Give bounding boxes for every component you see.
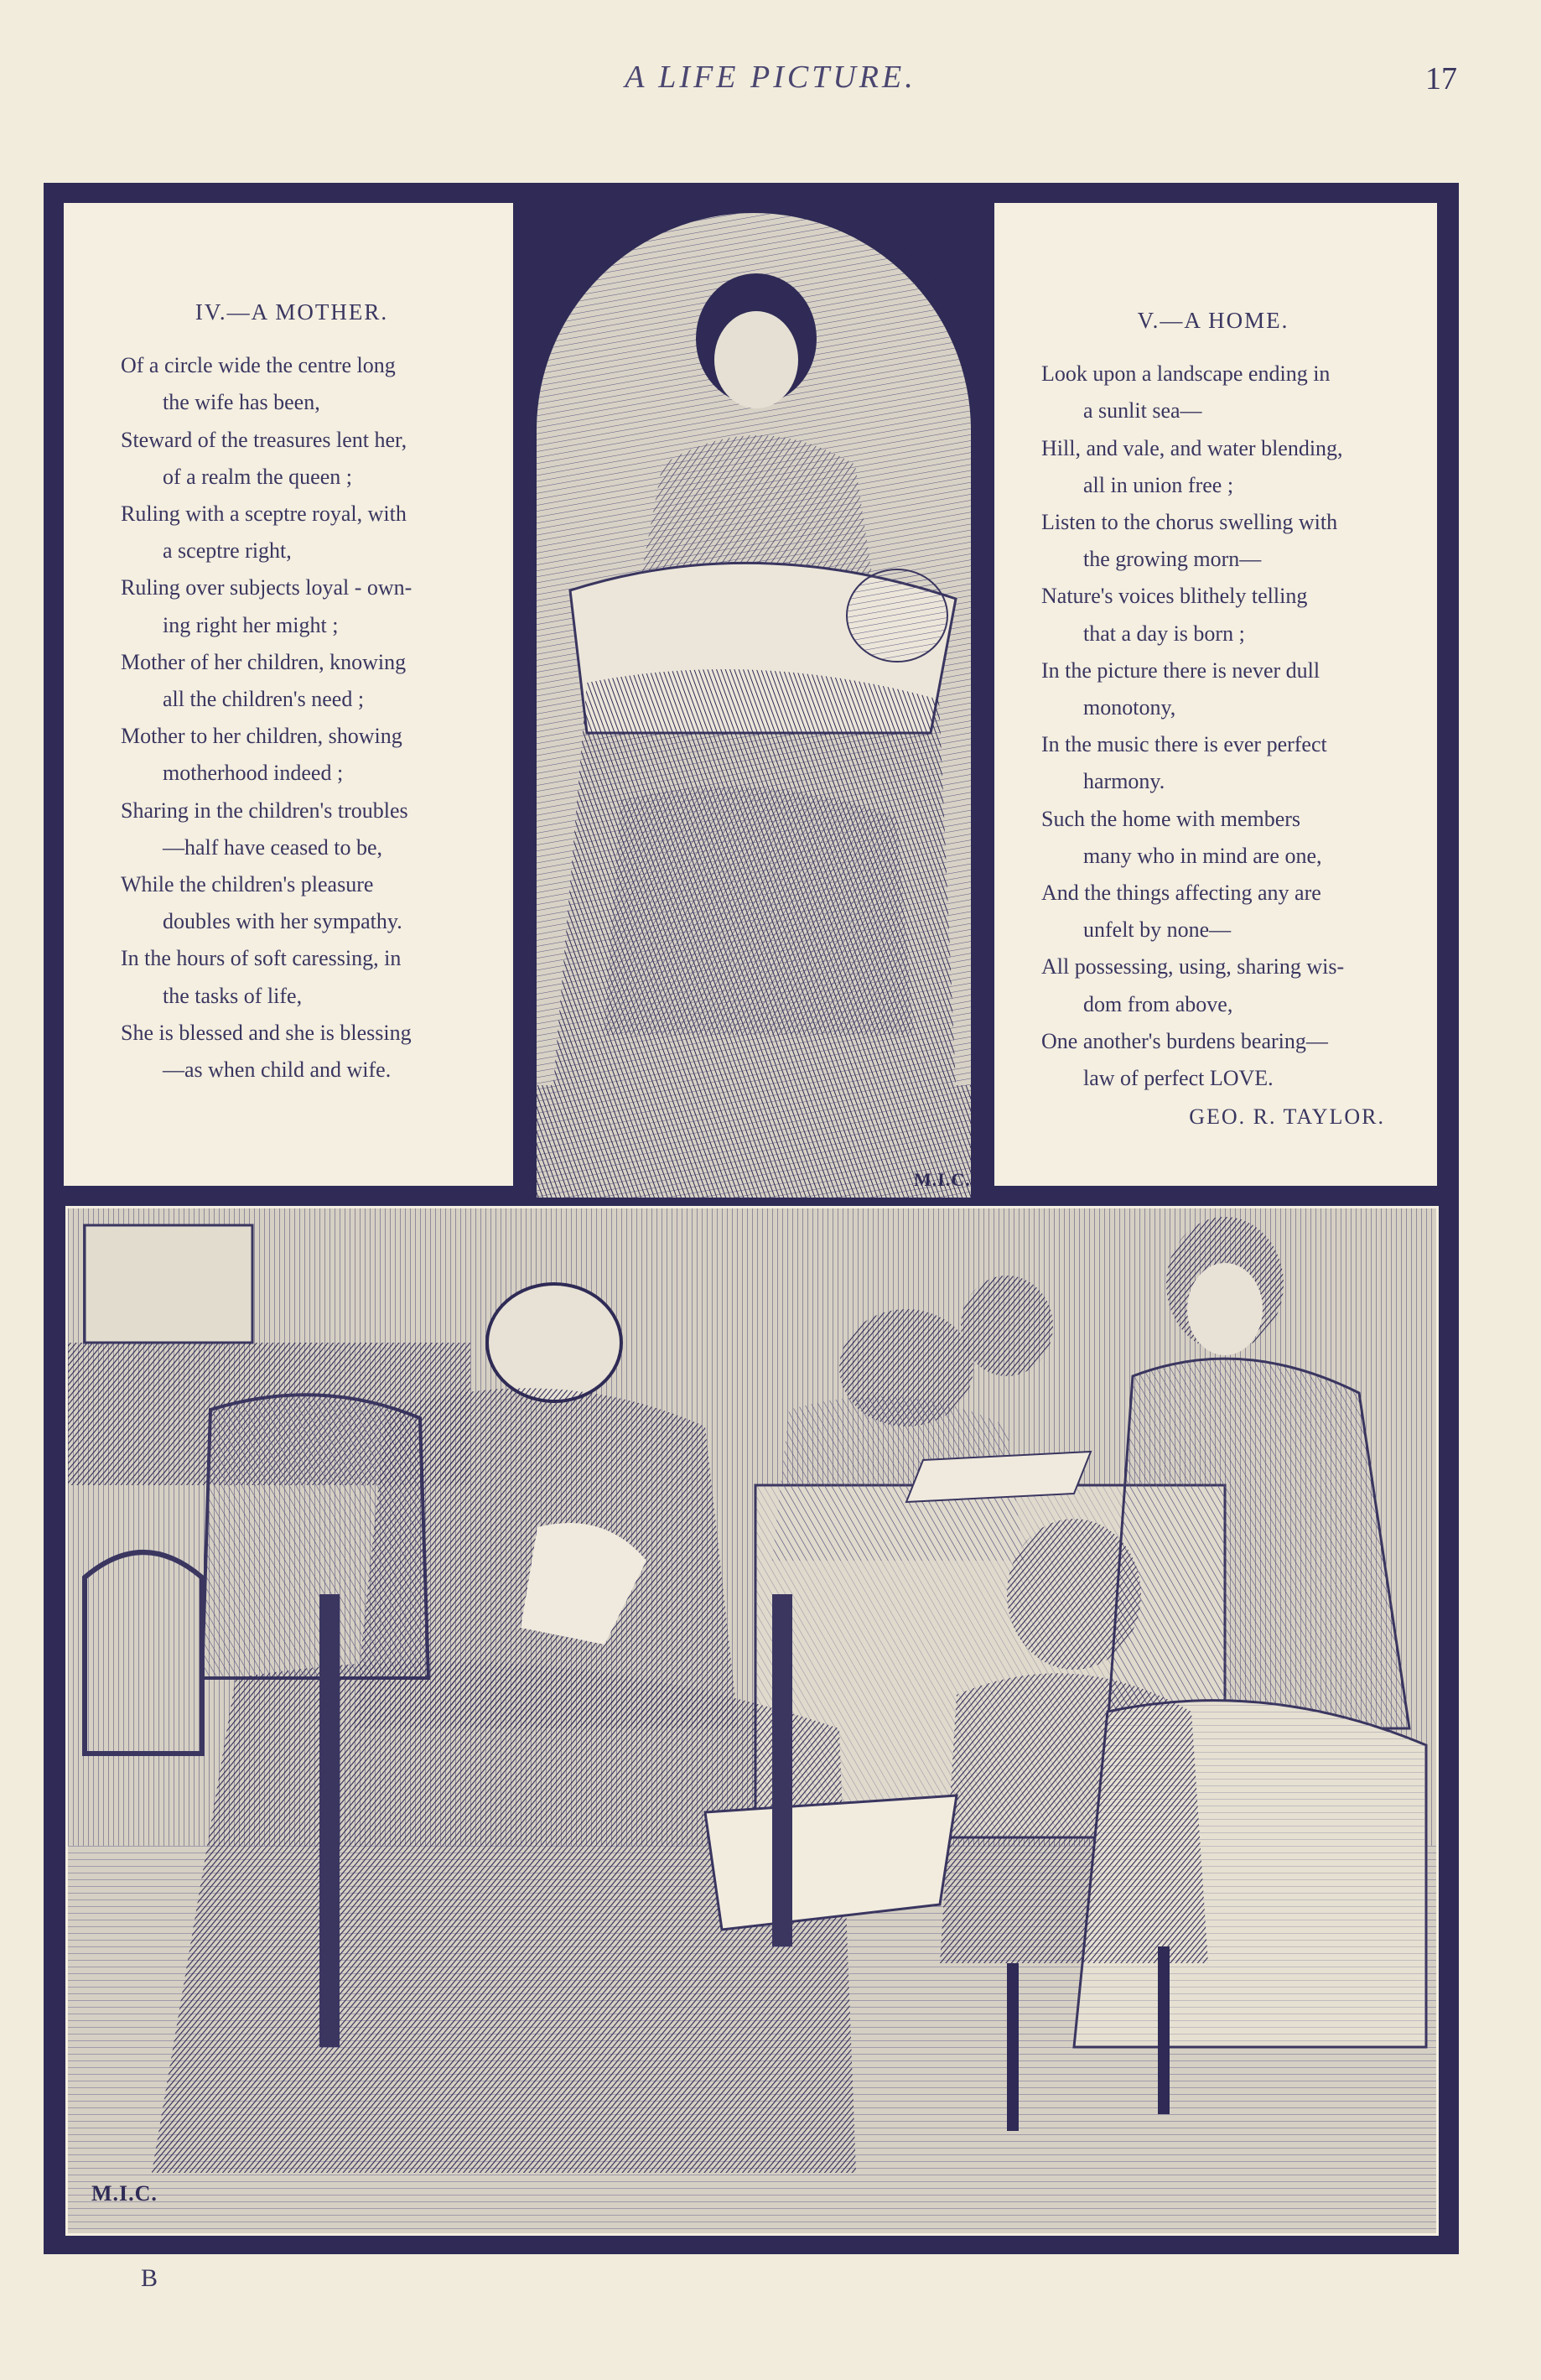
poem-line: Sharing in the children's troubles: [121, 798, 408, 823]
poem-line: dom from above,: [1083, 991, 1233, 1016]
poem-line: Ruling with a sceptre royal, with: [121, 501, 407, 527]
family-reading-illustration: [68, 1208, 1436, 2233]
poem-line: many who in mind are one,: [1083, 843, 1322, 868]
mother-with-child-illustration: [537, 213, 971, 1198]
poem-title-home: V.—A HOME.: [1137, 308, 1289, 333]
poem-line: Mother to her children, showing: [121, 724, 402, 749]
poem-line: unfelt by none—: [1083, 917, 1232, 943]
poem-line: Ruling over subjects loyal - own-: [121, 575, 412, 600]
poem-line: that a day is born ;: [1083, 621, 1245, 646]
poem-line: —half have ceased to be,: [163, 834, 383, 860]
poem-line: ing right her might ;: [163, 612, 339, 637]
poem-line: In the picture there is never dull: [1041, 657, 1320, 683]
poem-line: Mother of her children, knowing: [121, 649, 407, 674]
poem-line: Hill, and vale, and water blending,: [1041, 435, 1343, 460]
poem-line: One another's burdens bearing—: [1041, 1028, 1328, 1053]
poem-line: the growing morn—: [1083, 547, 1262, 572]
poem-line: In the music there is ever perfect: [1041, 732, 1327, 757]
signature-mark: B: [141, 2264, 158, 2292]
poem-line: And the things affecting any are: [1041, 881, 1321, 906]
mother-engraving: [537, 213, 971, 1198]
poem-line: Look upon a landscape ending in: [1041, 361, 1331, 387]
family-scene-engraving: [65, 1206, 1439, 2236]
poem-a-mother: [121, 294, 463, 1089]
running-head: A LIFE PICTURE.: [625, 60, 916, 95]
poem-line: —as when child and wife.: [163, 1057, 392, 1083]
poem-line: of a realm the queen ;: [163, 464, 352, 489]
poem-line: all the children's need ;: [163, 687, 365, 712]
poem-line: In the hours of soft caressing, in: [121, 946, 402, 971]
poem-line: Listen to the chorus swelling with: [1041, 510, 1338, 535]
poem-line: a sceptre right,: [163, 538, 292, 564]
poem-line: All possessing, using, sharing wis-: [1041, 954, 1345, 980]
poem-line: Such the home with members: [1041, 806, 1301, 831]
poem-attribution: GEO. R. TAYLOR.: [1189, 1104, 1385, 1130]
poem-a-home: [1041, 302, 1385, 1135]
poem-line: law of perfect LOVE.: [1083, 1066, 1274, 1091]
poem-title-mother: IV.—A MOTHER.: [195, 299, 389, 325]
poem-line: While the children's pleasure: [121, 872, 374, 897]
artist-monogram-bottom: M.I.C.: [91, 2181, 158, 2206]
poem-line: monotony,: [1083, 695, 1176, 720]
poem-line: the tasks of life,: [163, 983, 303, 1008]
poem-line: doubles with her sympathy.: [163, 909, 402, 934]
poem-line: motherhood indeed ;: [163, 761, 344, 786]
poem-line: She is blessed and she is blessing: [121, 1020, 412, 1045]
page-number: 17: [1425, 61, 1457, 96]
poem-line: Steward of the treasures lent her,: [121, 427, 407, 452]
poem-line: a sunlit sea—: [1083, 398, 1202, 424]
poem-line: the wife has been,: [163, 390, 320, 415]
poem-line: Nature's voices blithely telling: [1041, 584, 1308, 609]
poem-line: all in union free ;: [1083, 472, 1234, 497]
poem-line: harmony.: [1083, 769, 1165, 794]
poem-line: Of a circle wide the centre long: [121, 353, 396, 378]
artist-monogram-top: M.I.C.: [914, 1169, 971, 1190]
